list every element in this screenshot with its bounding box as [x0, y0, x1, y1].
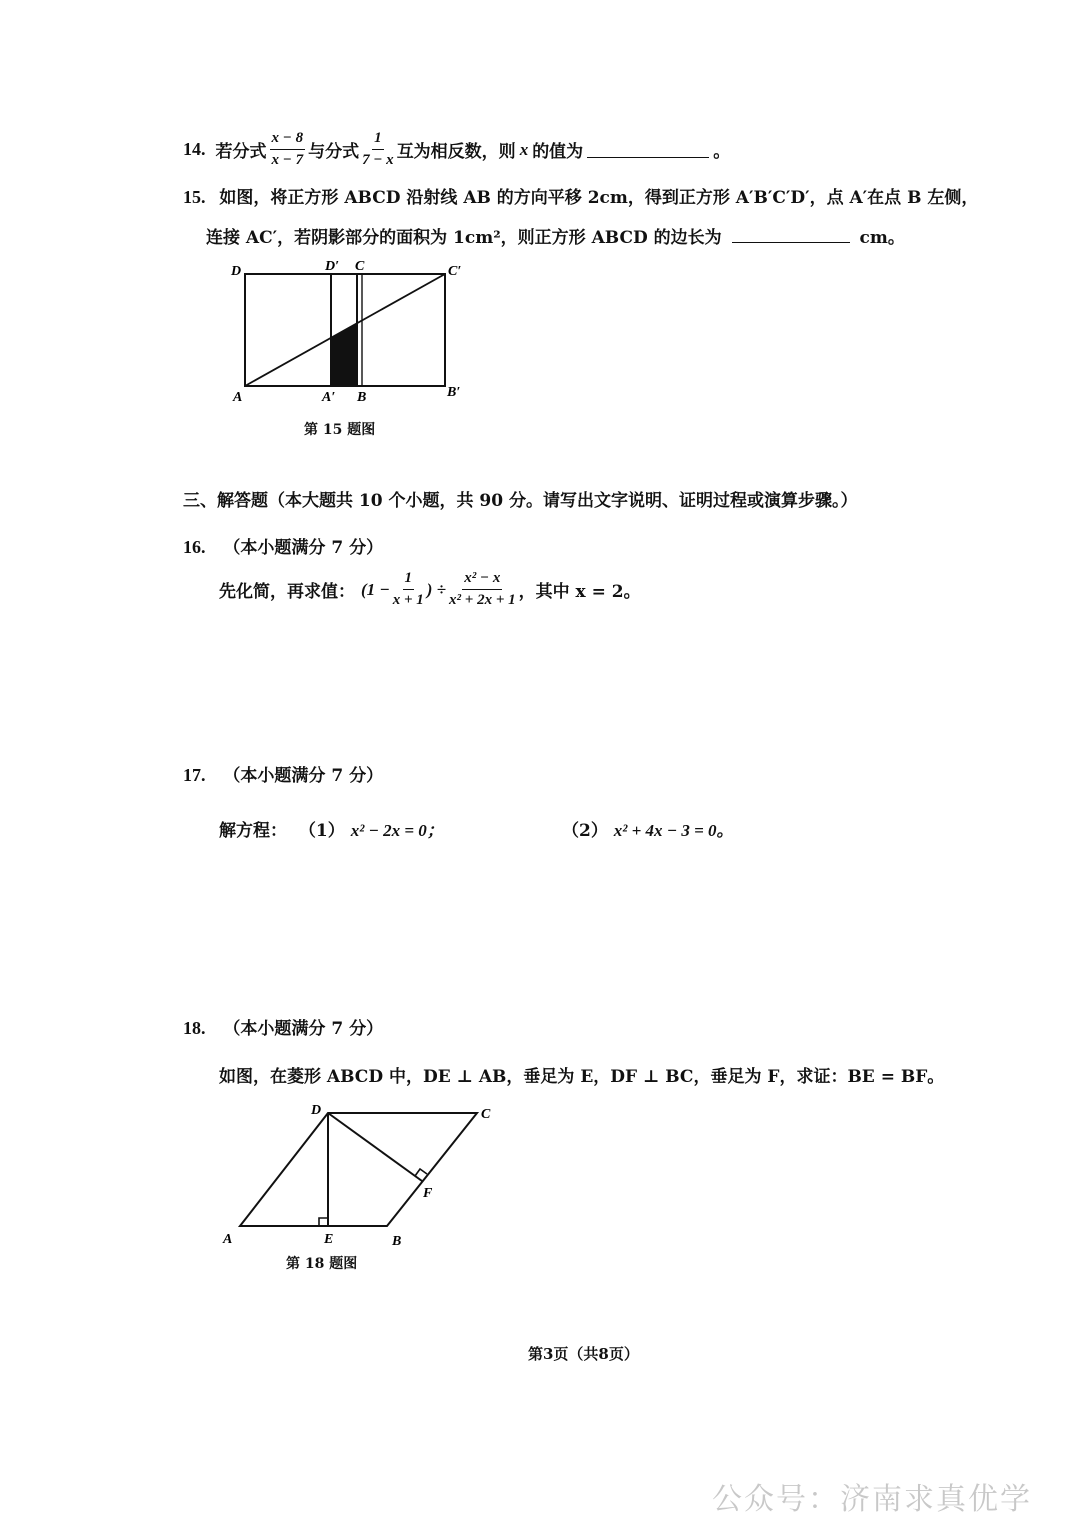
question-14: 14. 若分式 $\frac{x - 8}{x - 7}$ 与分式 $\frac{1}{7 - x}$ 互为相反数，则 x 的值为 。 [183, 128, 730, 171]
label-A-prime: A′ [322, 390, 336, 405]
question-text: ，其中 x = 2。 [518, 582, 641, 602]
label-F: F [423, 1186, 433, 1201]
question-16-header [183, 533, 383, 558]
question-16-body: 先化简，再求值： (1 − $\frac{1}{x + 1}$ ) ÷ $\frac{\text{x² − x}}{\text{x² + 2x + 1}}$ ，其中 x = 2。 [219, 568, 641, 611]
question-text: 连接 AC′，若阴影部分的面积为 1cm²，则正方形 ABCD 的边长为 [206, 228, 722, 248]
label-B: B [392, 1234, 402, 1249]
fraction-2: $\frac{1}{7 - x}$ [362, 130, 394, 168]
score-note: （本小题满分 7 分） [223, 766, 384, 786]
question-text: 若分式 [215, 142, 267, 162]
answer-blank[interactable] [732, 226, 850, 243]
label-A: A [233, 390, 243, 405]
equation-1: x² − 2x = 0； [350, 821, 444, 840]
label-B: B [357, 390, 367, 405]
question-15-line2: 连接 AC′，若阴影部分的面积为 1cm²，则正方形 ABCD 的边长为 cm。 [206, 228, 905, 248]
question-text: 与分式 [308, 142, 360, 162]
label-D: D [231, 264, 242, 279]
score-note: （本小题满分 7 分） [223, 1019, 384, 1039]
score-note: （本小题满分 7 分） [223, 538, 384, 558]
label-A: A [223, 1232, 233, 1247]
label-C: C [481, 1107, 491, 1122]
figure-18 [215, 1095, 515, 1255]
label-C: C [355, 259, 365, 274]
variable: x [519, 139, 529, 159]
fraction-2: $\frac{\text{x² − x}}{\text{x² + 2x + 1}}$ [449, 570, 516, 608]
question-18-body: 如图，在菱形 ABCD 中，DE ⊥ AB，垂足为 E，DF ⊥ BC，垂足为 F，求证：BE = BF。 [219, 1067, 945, 1087]
label-E: E [324, 1232, 334, 1247]
question-17-body: 解方程： （1） x² − 2x = 0； [219, 821, 444, 841]
watermark: 公众号：济南求真优学 [712, 1482, 1032, 1517]
equation-2: x² + 4x − 3 = 0。 [613, 821, 734, 840]
section-3-title: 三、解答题（本大题共 10 个小题，共 90 分。请写出文字说明、证明过程或演算步骤。） [183, 491, 858, 511]
fraction-1: $\frac{1}{x + 1}$ [392, 570, 424, 608]
question-text: 先化简，再求值： [219, 582, 355, 602]
question-number: 15. [183, 187, 206, 207]
figure-18-caption: 第 18 题图 [286, 1256, 358, 1272]
question-text: 如图，将正方形 ABCD 沿射线 AB 的方向平移 2cm，得到正方形 A′B′C′D′，点 A′在点 B 左侧， [219, 188, 979, 208]
question-text: 的值为 [532, 142, 584, 162]
label-B-prime: B′ [447, 385, 461, 400]
question-number: 18. [183, 1018, 206, 1038]
question-18-header [183, 1014, 383, 1039]
question-17-header [183, 761, 383, 786]
page-footer: 第3页（共8页） [528, 1345, 639, 1363]
label-C-prime: C′ [448, 264, 462, 279]
question-text: 互为相反数，则 [396, 142, 516, 162]
question-number: 17. [183, 765, 206, 785]
question-15 [183, 183, 978, 208]
answer-blank[interactable] [587, 141, 709, 158]
label-D: D [311, 1103, 322, 1118]
question-text: 解方程： [219, 821, 287, 841]
fraction-1: $\frac{x - 8}{x - 7}$ [271, 130, 304, 168]
question-number: 16. [183, 537, 206, 557]
figure-15-caption: 第 15 题图 [304, 422, 376, 438]
question-number: 14. [183, 139, 206, 159]
question-17-body-2: （2） x² + 4x − 3 = 0。 [562, 821, 734, 841]
label-D-prime: D′ [325, 259, 340, 274]
figure-15 [225, 255, 475, 415]
